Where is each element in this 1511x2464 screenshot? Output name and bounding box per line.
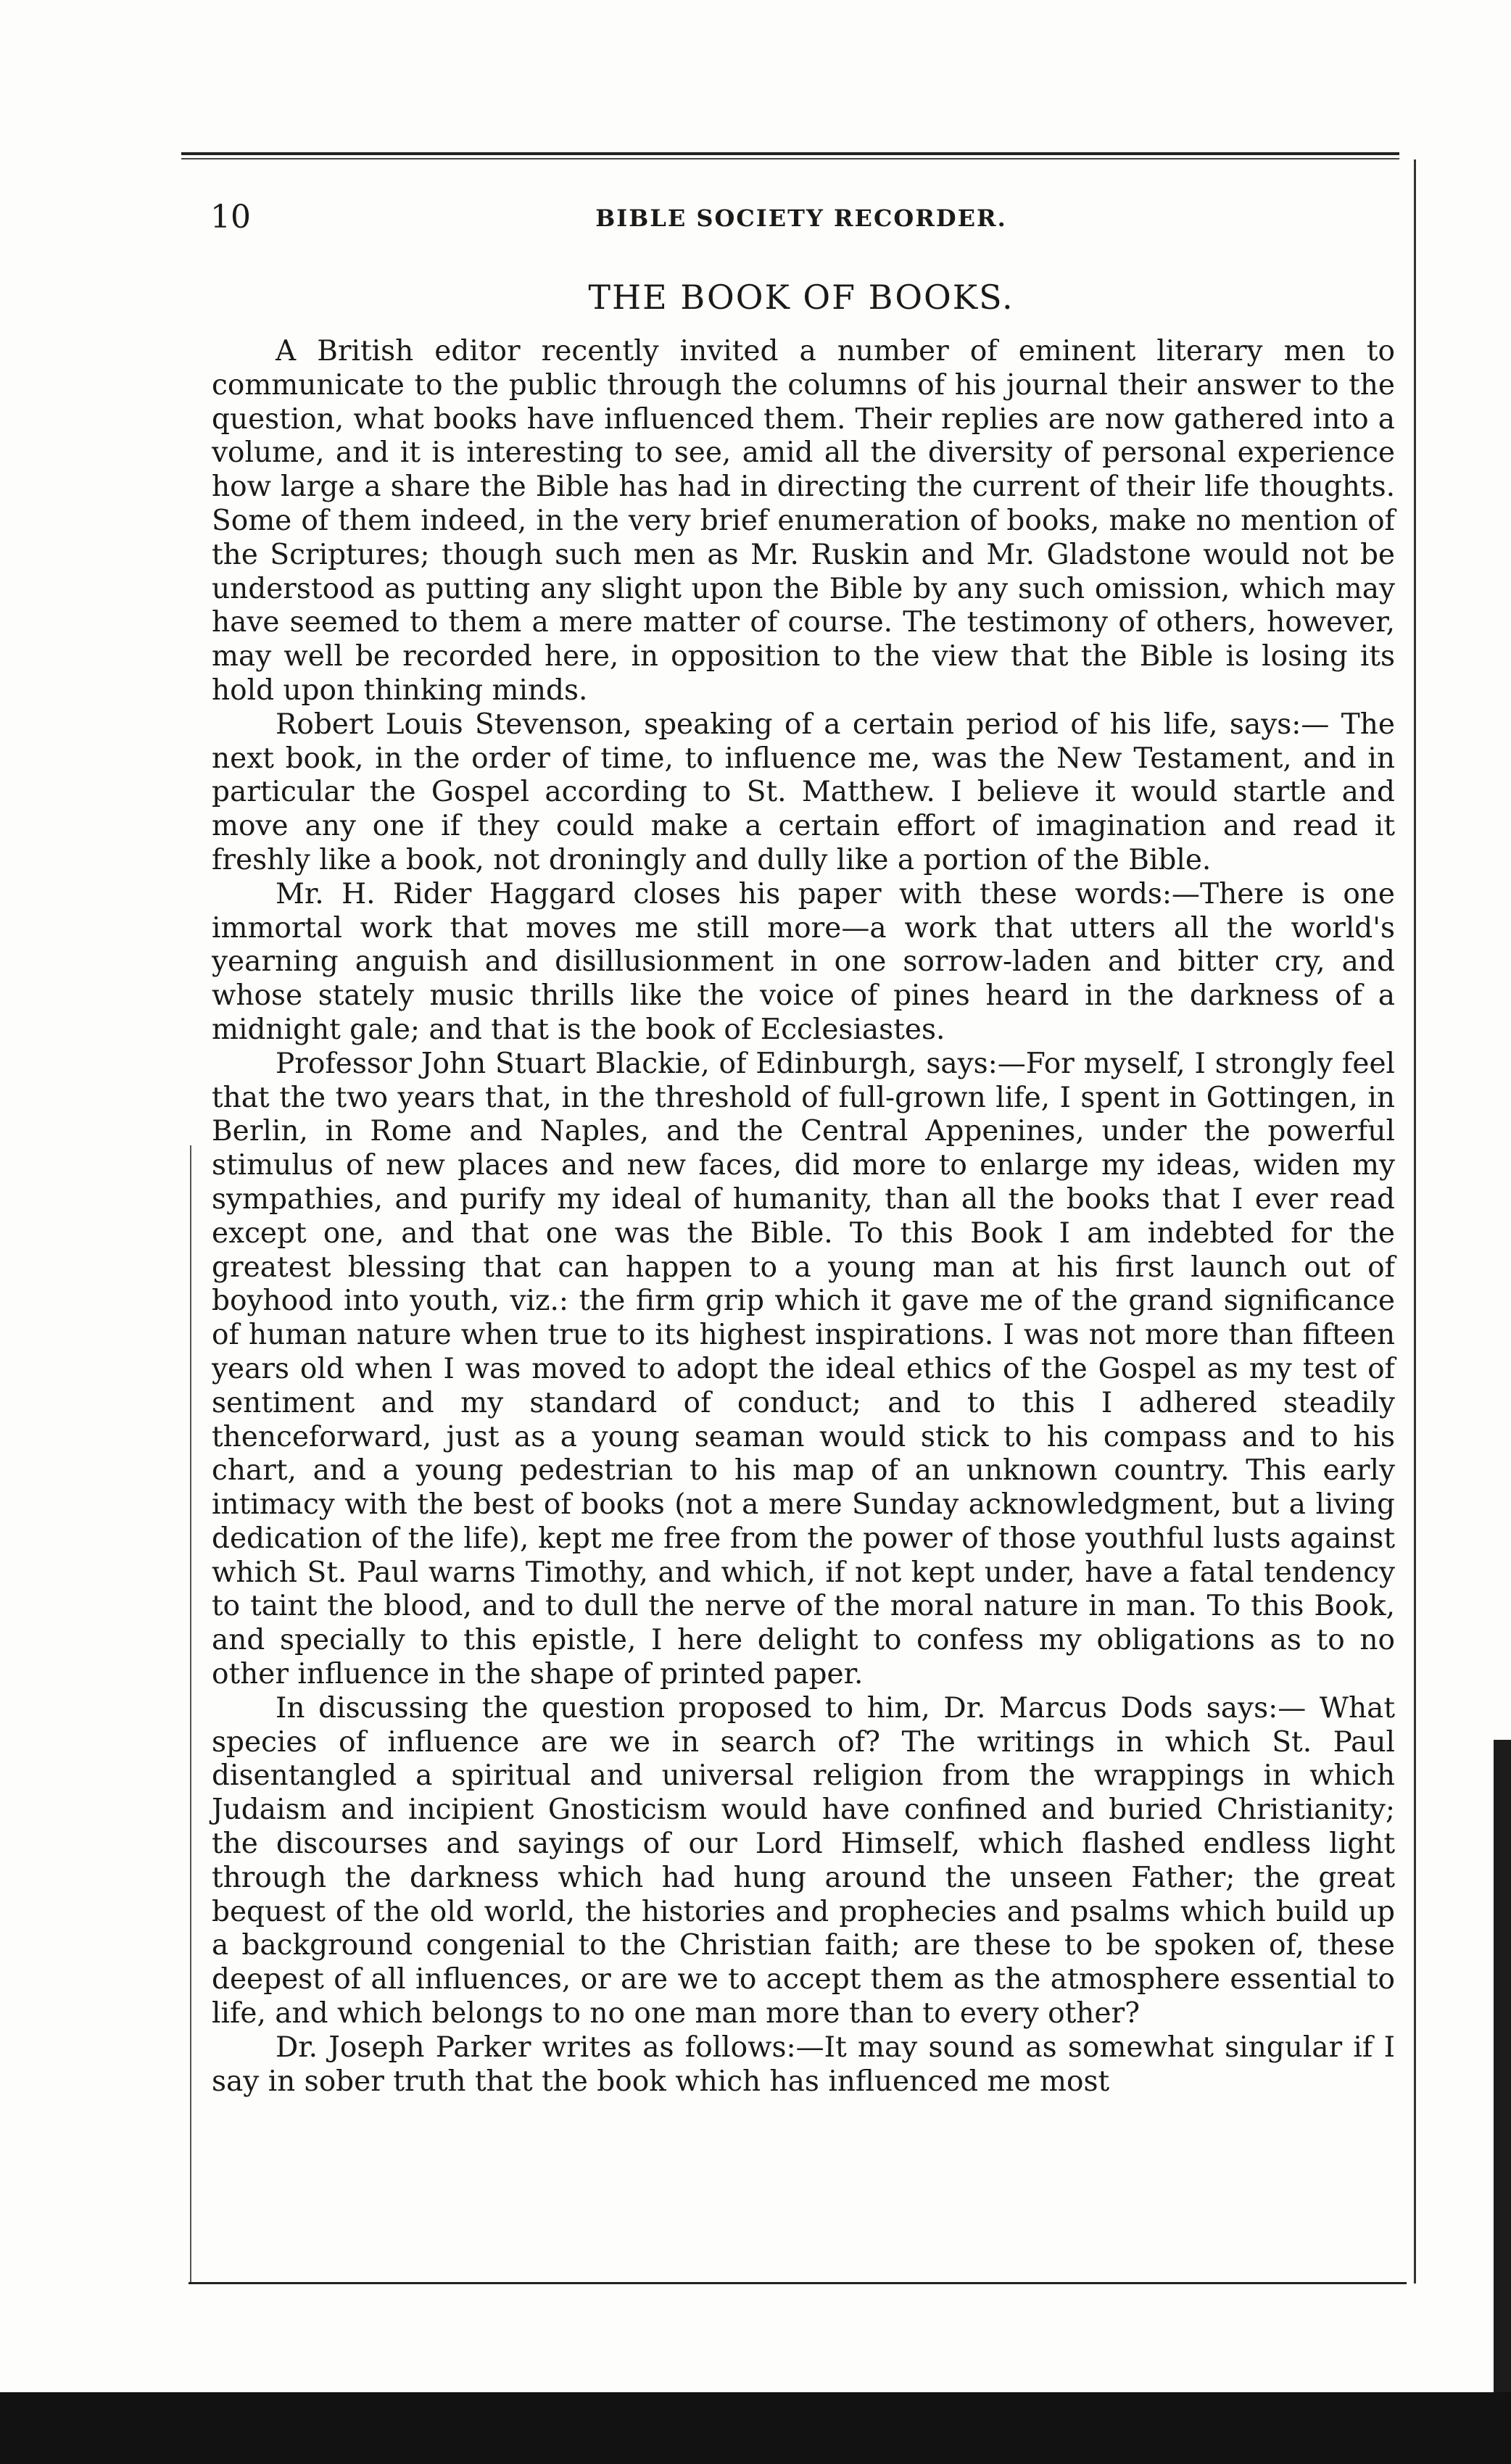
paragraph-parker: Dr. Joseph Parker writes as follows:—It may sound as somewhat singular if I say in sober truth that the book which has influenced me most (212, 2030, 1395, 2098)
paragraph-intro: A British editor recently invited a number of eminent literary men to communicate to the public through the columns of his journal their answer to the question, what books have influenced them. Their replies are now gathered into a volume, and it is interesting to see, amid all the diversity of personal experience how large a share the Bible has had in directing the current of their life thoughts. Some of them indeed, in the very brief enumeration of books, make no mention of the Scriptures; though such men as Mr. Ruskin and Mr. Gladstone would not be understood as putting any slight upon the Bible by any such omission, which may have seemed to them a mere matter of course. The testimony of others, however, may well be recorded here, in opposition to the view that the Bible is losing its hold upon thinking minds. (212, 335, 1395, 707)
page-header (210, 196, 1392, 239)
paragraph-blackie: Professor John Stuart Blackie, of Edinburgh, says:—For myself, I strongly feel that the two years that, in the threshold of full-grown life, I spent in Gottingen, in Berlin, in Rome and Naples, and the Central Appenines, under the powerful stimulus of new places and new faces, did more to enlarge my ideas, widen my sympathies, and purify my ideal of humanity, than all the books that I ever read except one, and that one was the Bible. To this Book I am indebted for the greatest blessing that can happen to a young man at his first launch out of boyhood into youth, viz.: the firm grip which it gave me of the grand significance of human nature when true to its highest inspirations. I was not more than fifteen years old when I was moved to adopt the ideal ethics of the Gospel as my test of sentiment and my standard of conduct; and to this I adhered steadily thenceforward, just as a young seaman would stick to his compass and to his chart, and a young pedestrian to his map of an unknown country. This early intimacy with the best of books (not a mere Sunday acknowledgment, but a living dedication of the life), kept me free from the power of those youthful lusts against which St. Paul warns Timothy, and which, if not kept under, have a fatal tendency to taint the blood, and to dull the nerve of the moral nature in man. To this Book, and specially to this epistle, I here delight to confess my obligations as to no other influence in the shape of printed paper. (212, 1047, 1395, 1691)
page-number: 10 (210, 199, 251, 236)
top-rule (181, 152, 1399, 155)
article-title: THE BOOK OF BOOKS. (588, 278, 1014, 317)
running-head: BIBLE SOCIETY RECORDER. (595, 204, 1007, 232)
paragraph-stevenson: Robert Louis Stevenson, speaking of a certain period of his life, says:— The next book, in the order of time, to influence me, was the New Testament, and in particular the Gospel according to St. Matthew. I believe it would startle and move any one if they could make a certain effort of imagination and read it freshly like a book, not droningly and dully like a portion of the Bible. (212, 708, 1395, 876)
bottom-rule (189, 2282, 1407, 2284)
top-rule-thin (181, 158, 1399, 159)
scan-bottom-band (0, 2392, 1511, 2464)
scan-edge-shadow (1494, 1740, 1511, 2392)
paragraph-haggard: Mr. H. Rider Haggard closes his paper with these words:—There is one immortal work that moves me still more—a work that utters all the world's yearning anguish and disillusionment in one sorrow-laden and bitter cry, and whose stately music thrills like the voice of pines heard in the darkness of a midnight gale; and that is the book of Ecclesiastes. (212, 877, 1395, 1046)
left-rule (190, 1145, 191, 2283)
article-body (212, 335, 1395, 2099)
paragraph-dods: In discussing the question proposed to him, Dr. Marcus Dods says:— What species of influence are we in search of? The writings in which St. Paul disentangled a spiritual and universal religion from the wrappings in which Judaism and incipient Gnosticism would have confined and buried Christianity; the discourses and sayings of our Lord Himself, which flashed endless light through the darkness which had hung around the unseen Father; the great bequest of the old world, the histories and prophecies and psalms which build up a background congenial to the Christian faith; are these to be spoken of, these deepest of all influences, or are we to accept them as the atmosphere essential to life, and which belongs to no one man more than to every other? (212, 1691, 1395, 2030)
right-rule (1414, 159, 1416, 2283)
